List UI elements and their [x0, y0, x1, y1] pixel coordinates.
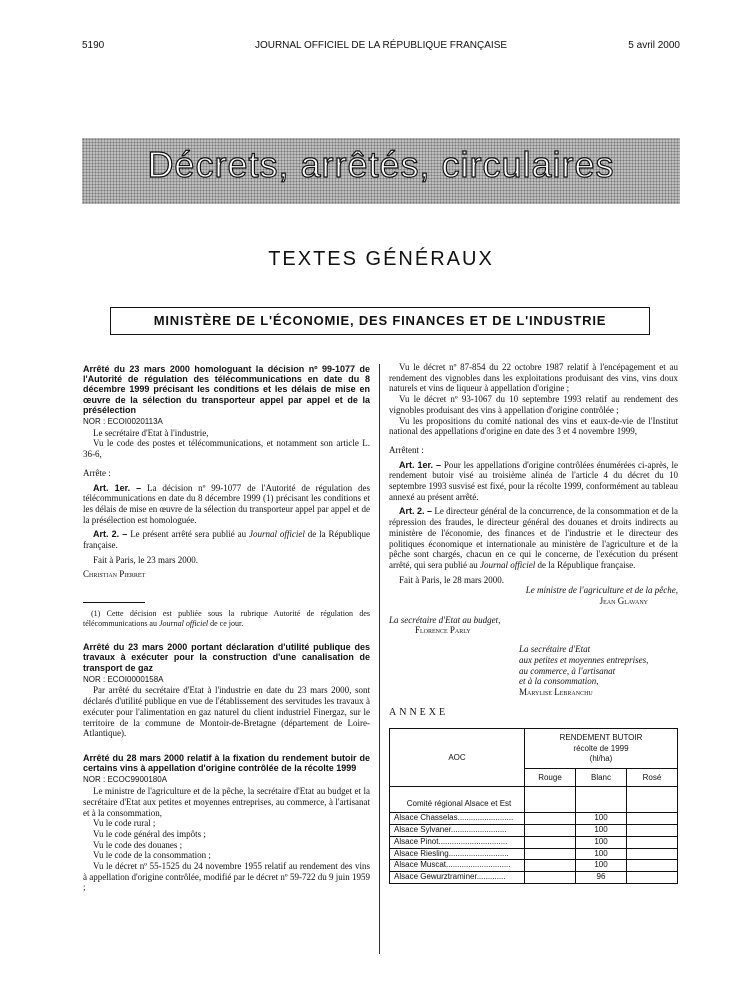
paragraph: Le ministre de l'agriculture et de la pêche, la secrétaire d'Etat au budget et la secrétaire d'Etat aux petites et moyennes entreprises, au commerce, à l'artisanat et à la consommation,	[83, 786, 370, 818]
table-row: Alsace Muscat............................. 100	[390, 860, 678, 872]
footnote-rule	[83, 602, 145, 603]
table-row: Alsace Sylvaner......................... 100	[390, 825, 678, 837]
article-wine	[83, 753, 370, 893]
article-title: Arrêté du 28 mars 2000 relatif à la fixation du rendement butoir de certains vins à appellation d'origine contrôlée de la récolte 1999	[83, 752, 370, 774]
banner-title: Décrets, arrêtés, circulaires	[147, 144, 615, 185]
table-row: Alsace Gewurztraminer............. 96	[390, 871, 678, 883]
ministry-heading: MINISTÈRE DE L'ÉCONOMIE, DES FINANCES ET DE L'INDUSTRIE	[110, 307, 650, 335]
column-divider	[379, 364, 380, 954]
article-text: de la République française.	[83, 529, 371, 551]
signature: Christian Pierret	[83, 569, 146, 580]
nor-reference: NOR : ECOC9900180A	[83, 775, 168, 785]
article-label: Art. 1er. –	[399, 459, 442, 470]
article-text: Le directeur général de la concurrence, de la consommation et de la répression des fraudes, le directeur général des douanes et droits indirects au ministère de l'économie, des finances et de l'industrie et le directeur des politiques économique et internationale au ministère de l'agriculture et de la pêche sont chargés, chacun en ce qui le concerne, de l'exécution du présent arrêté, qui sera publié au	[389, 506, 678, 570]
column-header-rouge: Rouge	[525, 769, 576, 787]
visa: Vu le code de la consommation ;	[93, 850, 211, 861]
article-2	[83, 529, 370, 550]
article-label: Art. 1er. –	[93, 482, 142, 493]
signature: Florence Parly	[415, 625, 471, 636]
arrete-label: Arrête :	[83, 467, 111, 478]
article-title: Arrêté du 23 mars 2000 portant déclaration d'utilité publique des travaux à exécuter pour la construction d'une canalisation de transport de gaz	[83, 642, 370, 673]
journal-reference: Journal officiel	[479, 559, 536, 570]
group-label: Comité régional Alsace et Est	[390, 787, 525, 813]
article-label: Art. 2. –	[399, 506, 433, 517]
signatory-role: La secrétaire d'Etat au budget,	[389, 614, 501, 625]
article-text: La décision nº 99-1077 de l'Autorité de régulation des télécommunications en date du 8 décembre 1999 (1) précisant les conditions et les délais de mise en œuvre de la sélection du transporteur appel par appel et de la présélection est homologuée.	[83, 482, 370, 525]
arretent-label: Arrêtent :	[389, 444, 424, 455]
signatory-role: Le ministre de l'agriculture et de la pêche,	[525, 585, 678, 596]
done-at: Fait à Paris, le 28 mars 2000.	[399, 574, 504, 585]
table-row: Alsace Riesling........................... 100	[390, 848, 678, 860]
journal-title: JOURNAL OFFICIEL DE LA RÉPUBLIQUE FRANÇAISE	[254, 40, 508, 51]
column-header-aoc: AOC	[390, 729, 525, 787]
done-at: Fait à Paris, le 23 mars 2000.	[93, 554, 198, 565]
visa: Vu le décret nº 87-854 du 22 octobre 1987 relatif à l'encépagement et au rendement des vignobles dans les exploitations produisant des vins, vins doux naturels et vins de liqueur à appellation d'origine ;	[389, 362, 678, 394]
page-number: 5190	[82, 40, 105, 51]
article-2	[389, 506, 678, 570]
issue-date: 5 avril 2000	[628, 40, 680, 51]
nor-reference: NOR : ECOI0000158A	[83, 674, 164, 684]
table-row: Alsace Chasselas......................... 100	[390, 813, 678, 825]
running-header	[82, 40, 680, 54]
article-text: de la République française.	[537, 559, 636, 570]
signature: Marylise Lebranchu	[519, 686, 593, 697]
article-title: Arrêté du 23 mars 2000 homologuant la décision nº 99-1077 de l'Autorité de régulation des télécommunications en date du 8 décembre 1999 précisant les conditions et les délais de mise en œuvre de la sélection du transporteur appel par appel et de la présélection	[83, 364, 370, 415]
right-column	[389, 362, 678, 884]
article-gas	[83, 642, 370, 739]
article-telecom	[83, 364, 370, 628]
visa: Vu le code général des impôts ;	[93, 828, 206, 839]
annex-title: ANNEXE	[389, 706, 449, 718]
column-header-blanc: Blanc	[576, 769, 627, 787]
signature: Jean Glavany	[599, 596, 648, 607]
paragraph: Le secrétaire d'Etat à l'industrie,	[93, 427, 209, 438]
nor-reference: NOR : ECOI0020113A	[83, 417, 163, 427]
footnote: (1) Cette décision est publiée sous la rubrique Autorité de régulation des télécommunications au Journal officiel de ce jour.	[83, 609, 370, 628]
paragraph: Par arrêté du secrétaire d'Etat à l'industrie en date du 23 mars 2000, sont déclarés d'utilité publique en vue de l'établissement des servitudes les travaux à exécuter pour l'alimentation en gaz naturel du client industriel Finergaz, sur le territoire de la commune de Montoir-de-Bretagne (département de Loire-Atlantique).	[83, 685, 370, 739]
column-header-rendement: RENDEMENT BUTOIR récolte de 1999 (hl/ha)	[525, 729, 678, 769]
article-1	[389, 460, 678, 503]
paragraph: Vu le code des postes et télécommunications, et notamment son article L. 36-6,	[83, 438, 370, 460]
column-header-rose: Rosé	[627, 769, 678, 787]
visa: Vu les propositions du comité national des vins et eaux-de-vie de l'Institut national des appellations d'origine en date des 3 et 4 novembre 1999,	[389, 415, 678, 437]
article-text: Pour les appellations d'origine contrôlées énumérées ci-après, le rendement butoir visé au troisième alinéa de l'article 4 du décret du 10 septembre 1993 susvisé est fixé, pour la récolte 1999, conformément au tableau annexé au présent arrêté.	[389, 459, 679, 502]
left-column	[83, 364, 370, 893]
visa: Vu le code des douanes ;	[93, 839, 183, 850]
article-label: Art. 2. –	[93, 529, 128, 540]
table-group-row	[390, 787, 678, 813]
visa: Vu le décret nº 55-1525 du 24 novembre 1955 relatif au rendement des vins à appellation d'origine contrôlée, modifié par le décret nº 59-722 du 9 juin 1959 ;	[83, 861, 370, 893]
signatory-block: La secrétaire d'Etat aux petites et moyennes entreprises, au commerce, à l'artisanat et à la consommation, Marylise Lebranchu	[389, 644, 678, 698]
visa: Vu le décret nº 93-1067 du 10 septembre 1993 relatif au rendement des vignobles produisant des vins à appellation d'origine contrôlée ;	[389, 394, 678, 415]
annex-table	[389, 728, 678, 883]
journal-reference: Journal officiel	[248, 529, 305, 540]
article-1	[83, 483, 370, 526]
chapter-banner	[82, 138, 680, 204]
section-title: TEXTES GÉNÉRAUX	[268, 248, 494, 270]
article-text: Le présent arrêté sera publié au	[130, 529, 247, 540]
visa: Vu le code rural ;	[93, 818, 156, 829]
table-row: Alsace Pinot............................... 100	[390, 836, 678, 848]
